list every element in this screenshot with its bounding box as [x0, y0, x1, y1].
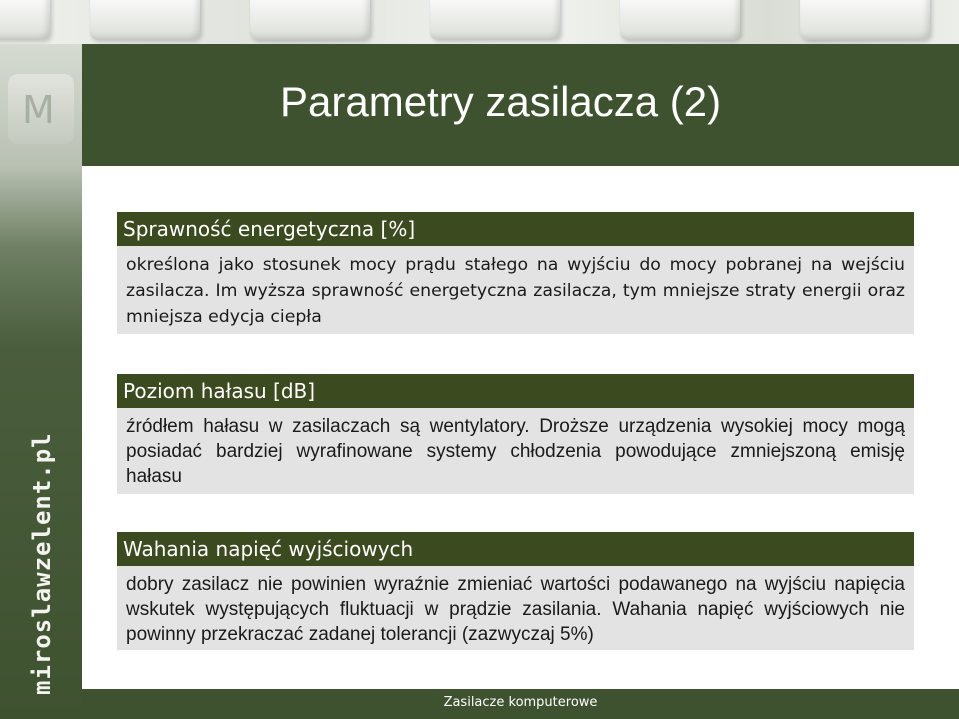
- keyboard-key: [250, 0, 370, 40]
- block-efficiency: [117, 212, 914, 334]
- keyboard-key: [800, 0, 930, 40]
- keyboard-background-photo: [0, 0, 959, 44]
- block-body: źródłem hałasu w zasilaczach są wentylatory. Droższe urządzenia wysokiej mocy mogą posiadać bardziej wyrafinowane systemy chłodzenia powodujące zmniejszoną emisję hałasu: [117, 408, 914, 494]
- keyboard-key: [430, 0, 560, 40]
- block-body: dobry zasilacz nie powinien wyraźnie zmieniać wartości podawanego na wyjściu napięcia wskutek występujących fluktuacji w prądzie zasilania. Wahania napięć wyjściowych nie powinny przekraczać zadanej tolerancji (zazwyczaj 5%): [117, 566, 914, 650]
- block-header: Wahania napięć wyjściowych: [117, 532, 914, 566]
- block-noise: [117, 374, 914, 494]
- block-header: Sprawność energetyczna [%]: [117, 212, 914, 246]
- keyboard-key: [90, 0, 200, 40]
- block-header: Poziom hałasu [dB]: [117, 374, 914, 408]
- block-voltage: [117, 532, 914, 650]
- footer-title: Zasilacze komputerowe: [443, 695, 598, 710]
- keyboard-key: [620, 0, 740, 40]
- brand-watermark: miroslawzelent.pl: [28, 432, 56, 695]
- key-letter: M: [22, 88, 55, 132]
- keyboard-key-m: [8, 74, 74, 144]
- slide-title: Parametry zasilacza (2): [280, 78, 722, 125]
- keyboard-key: [0, 0, 50, 40]
- block-body: określona jako stosunek mocy prądu stałego na wyjściu do mocy pobranej na wejściu zasilacza. Im wyższa sprawność energetyczna zasilacza, tym mniejsze straty energii oraz mniejsza edycja ciepła: [117, 246, 914, 334]
